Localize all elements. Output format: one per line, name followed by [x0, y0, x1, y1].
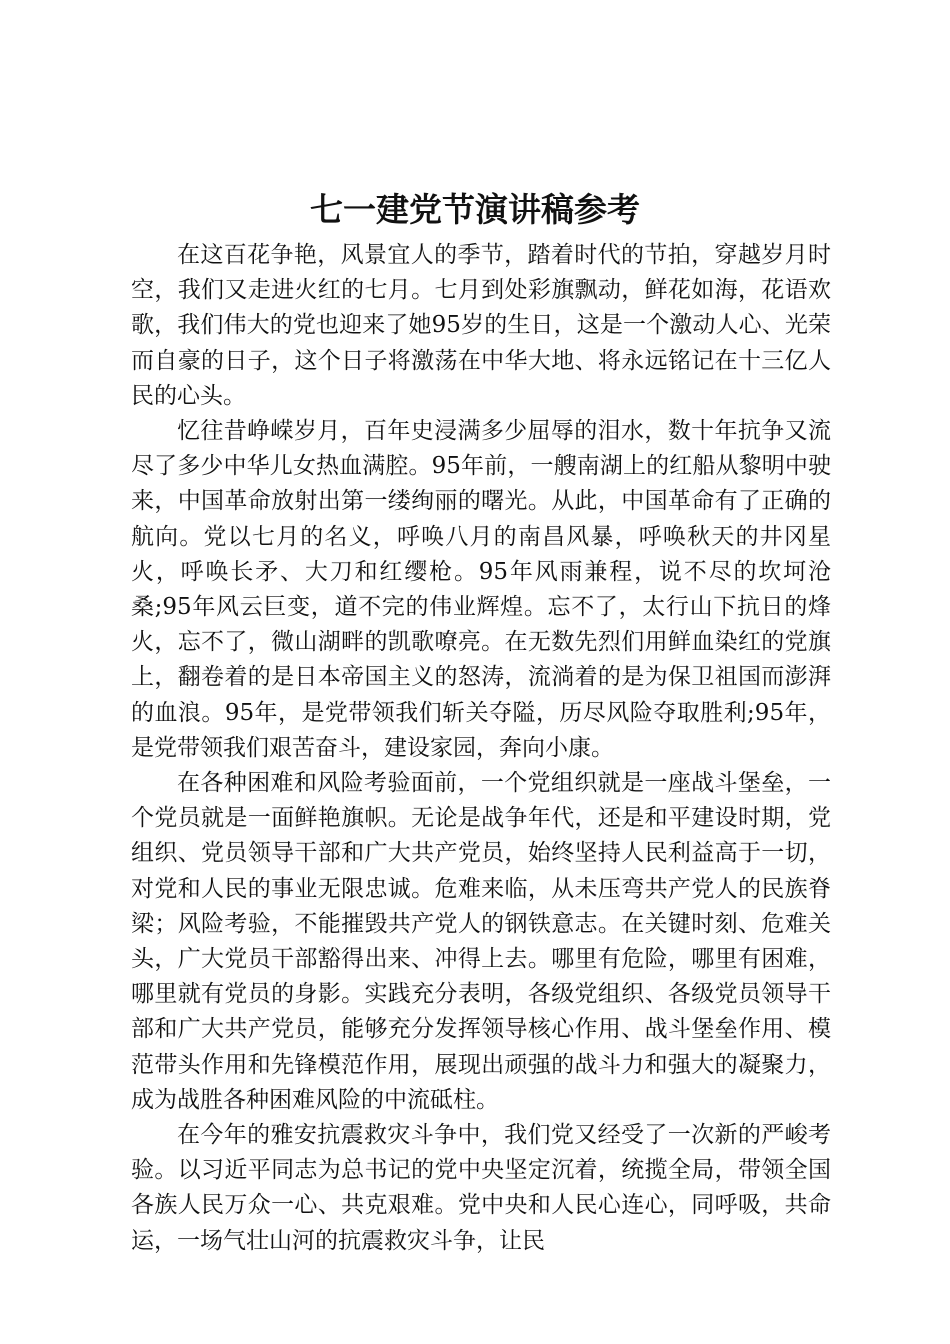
document-title: 七一建党节演讲稿参考 [310, 190, 640, 229]
document-body [131, 238, 831, 1259]
paragraph: 在这百花争艳，风景宜人的季节，踏着时代的节拍，穿越岁月时空，我们又走进火红的七月。七月到处彩旗飘动，鲜花如海，花语欢歌，我们伟大的党也迎来了她95岁的生日，这是一个激动人心、光荣而自豪的日子，这个日子将激荡在中华大地、将永远铭记在十三亿人民的心头。 [131, 242, 831, 409]
paragraph: 忆往昔峥嵘岁月，百年史浸满多少屈辱的泪水，数十年抗争又流尽了多少中华儿女热血满腔。95年前，一艘南湖上的红船从黎明中驶来，中国革命放射出第一缕绚丽的曙光。从此，中国革命有了正确的航向。党以七月的名义，呼唤八月的南昌风暴，呼唤秋天的井冈星火，呼唤长矛、大刀和红缨枪。95年风雨兼程，说不尽的坎坷沧桑;95年风云巨变，道不完的伟业辉煌。忘不了，太行山下抗日的烽火，忘不了，微山湖畔的凯歌嘹亮。在无数先烈们用鲜血染红的党旗上，翻卷着的是日本帝国主义的怒涛，流淌着的是为保卫祖国而澎湃的血浪。95年，是党带领我们斩关夺隘，历尽风险夺取胜利;95年，是党带领我们艰苦奋斗，建设家园，奔向小康。 [131, 418, 831, 761]
paragraph: 在各种困难和风险考验面前，一个党组织就是一座战斗堡垒，一个党员就是一面鲜艳旗帜。无论是战争年代，还是和平建设时期，党组织、党员领导干部和广大共产党员，始终坚持人民利益高于一切，对党和人民的事业无限忠诚。危难来临，从未压弯共产党人的民族脊梁；风险考验，不能摧毁共产党人的钢铁意志。在关键时刻、危难关头，广大党员干部豁得出来、冲得上去。哪里有危险，哪里有困难，哪里就有党员的身影。实践充分表明，各级党组织、各级党员领导干部和广大共产党员，能够充分发挥领导核心作用、战斗堡垒作用、模范带头作用和先锋模范作用，展现出顽强的战斗力和强大的凝聚力，成为战胜各种困难风险的中流砥柱。 [131, 770, 831, 1113]
paragraph: 在今年的雅安抗震救灾斗争中，我们党又经受了一次新的严峻考验。以习近平同志为总书记的党中央坚定沉着，统揽全局，带领全国各族人民万众一心、共克艰难。党中央和人民心连心，同呼吸，共命运，一场气壮山河的抗震救灾斗争，让民 [131, 1122, 831, 1254]
